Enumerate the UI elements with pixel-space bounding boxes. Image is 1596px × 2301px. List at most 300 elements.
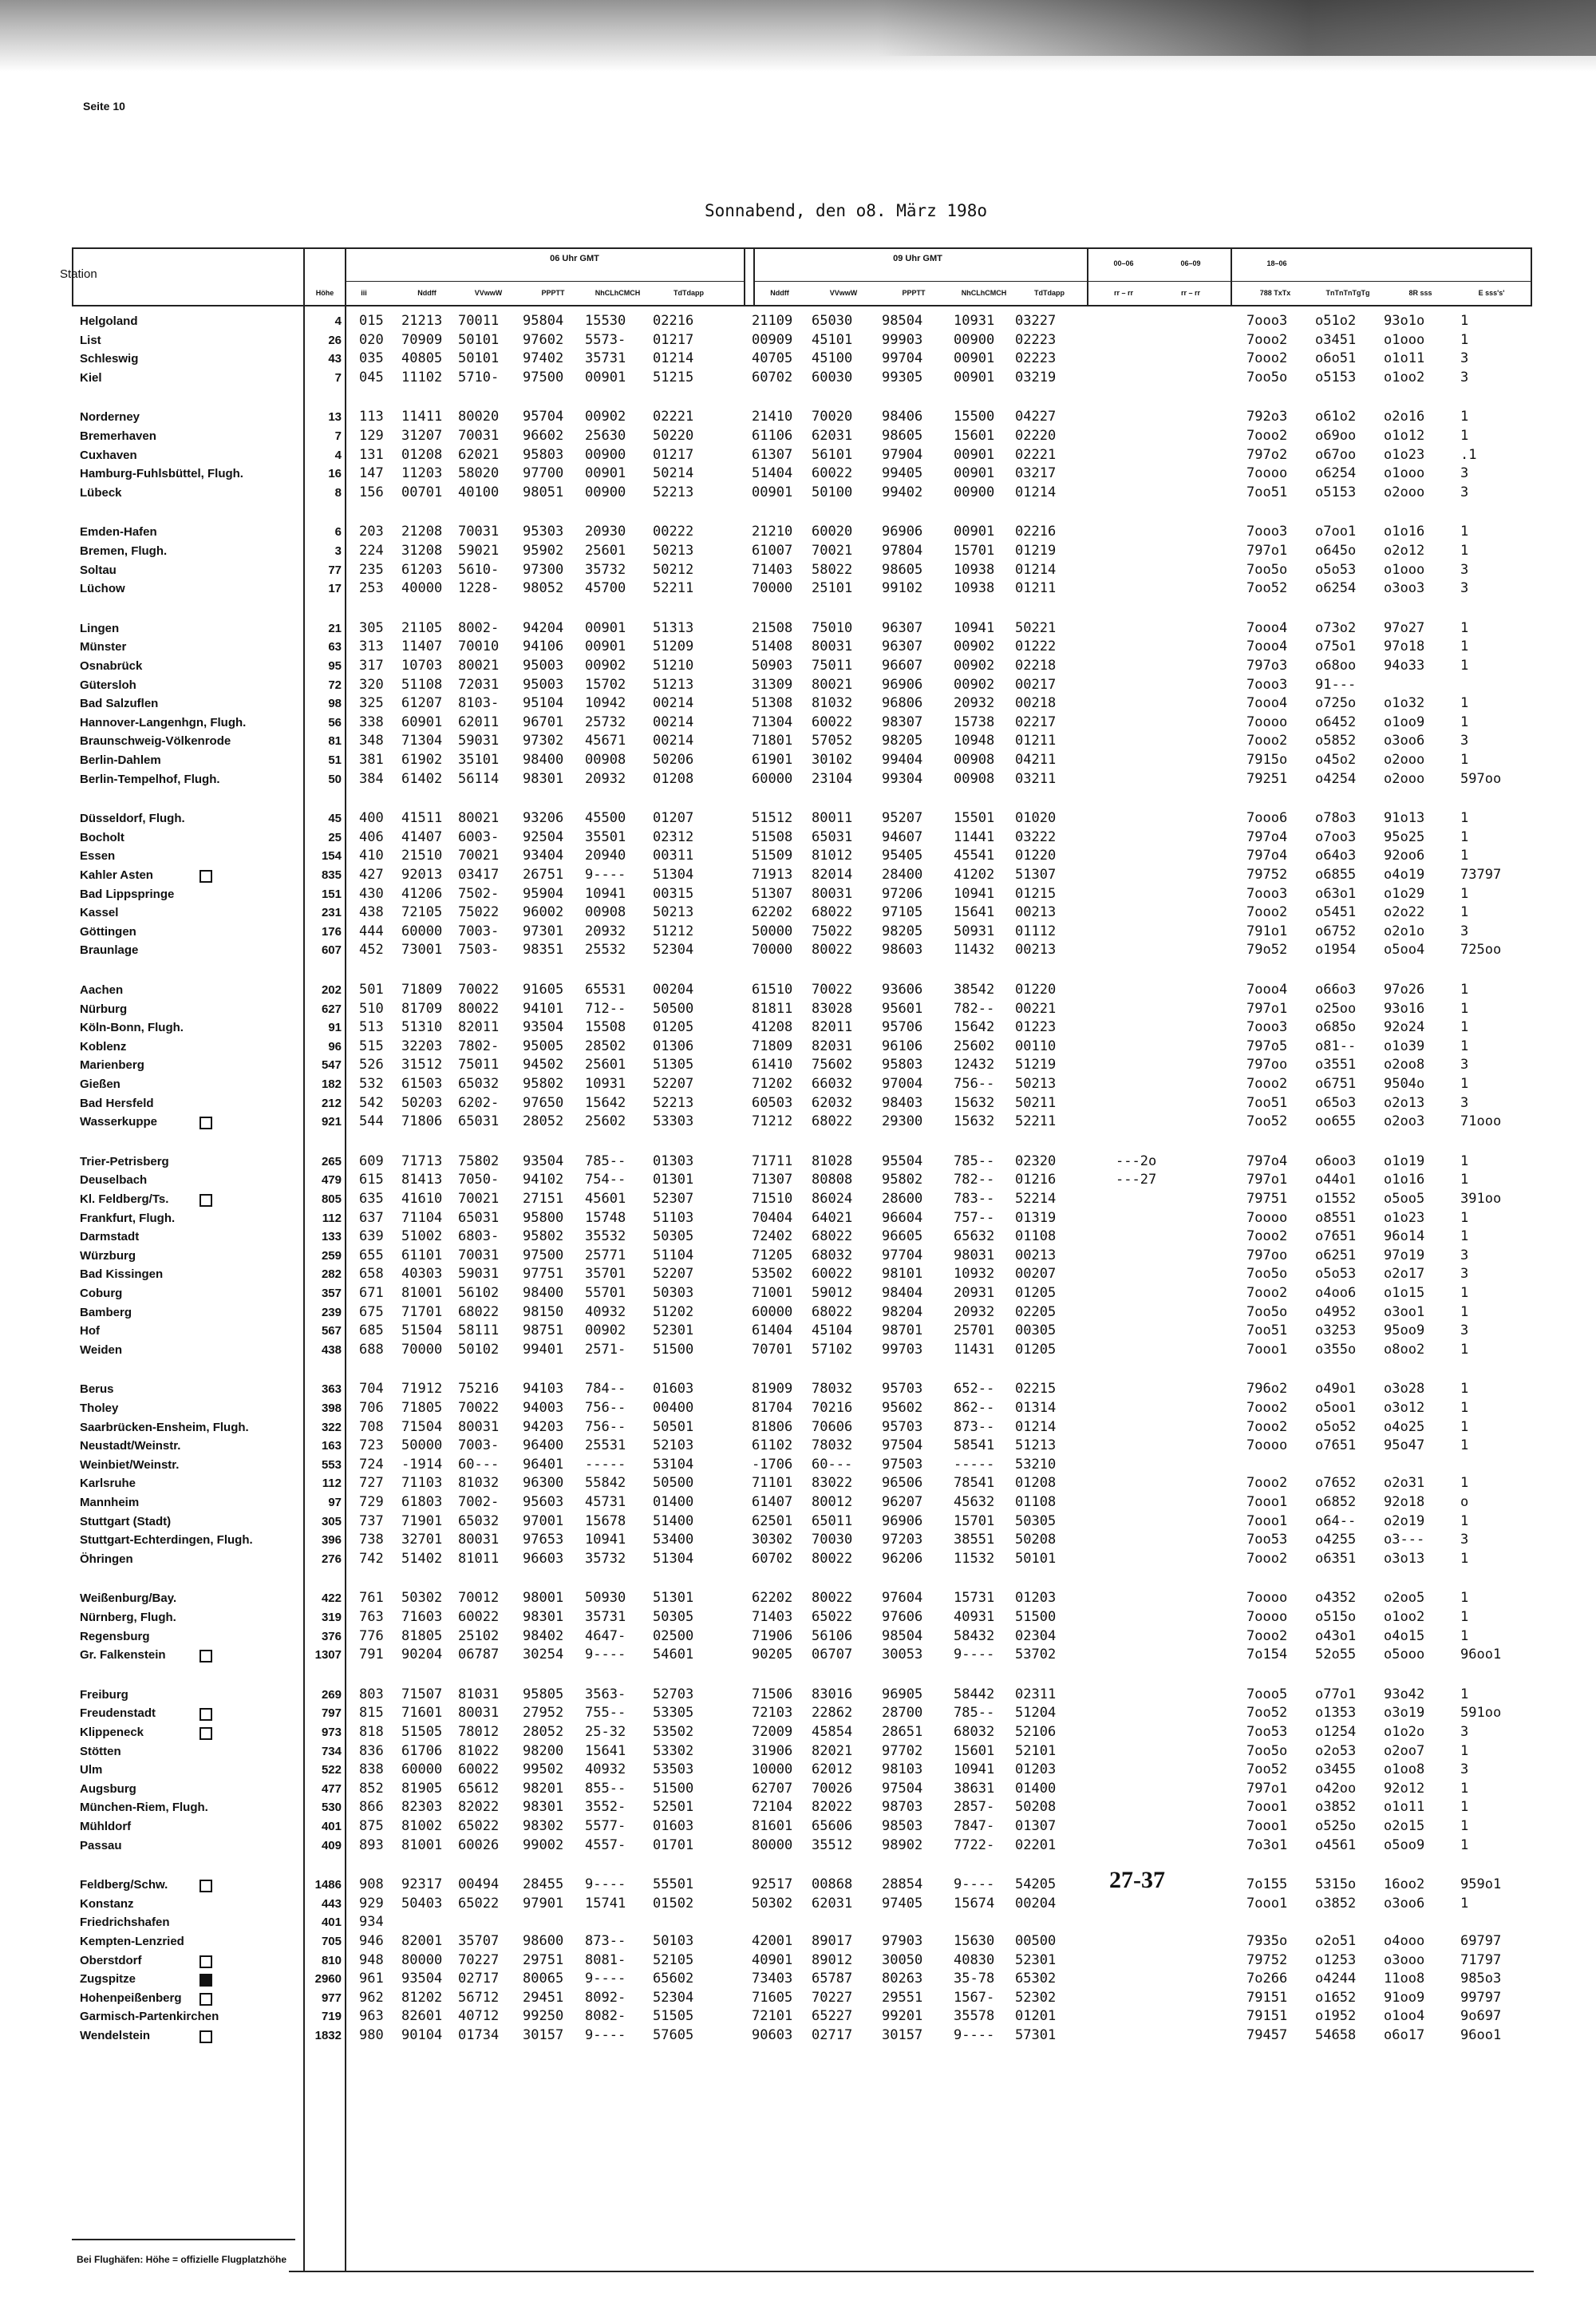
obs-09-group: 29551 (882, 1990, 923, 2006)
obs-09-group: 53210 (1015, 1457, 1057, 1473)
extra-group: oo655 (1315, 1113, 1357, 1129)
obs-06-group: 70909 (401, 332, 443, 348)
obs-06-group: 00902 (585, 1322, 626, 1338)
obs-06-group: 75216 (458, 1381, 500, 1397)
obs-06-group: 94203 (523, 1419, 564, 1435)
obs-06-group: 95800 (523, 1210, 564, 1226)
obs-06-group: 41206 (401, 886, 443, 902)
obs-06-group: 95005 (523, 1038, 564, 1054)
footnote-rule (72, 2239, 295, 2240)
station-elevation: 479 (321, 1173, 342, 1187)
hoehe-header: Höhe (315, 289, 334, 297)
obs-09-group: 97903 (882, 1933, 923, 1949)
obs-09-group: 01314 (1015, 1400, 1057, 1416)
extra-group: o5ooo (1384, 1647, 1425, 1662)
extra-group: o3oo1 (1384, 1304, 1425, 1320)
obs-06-group: 98751 (523, 1322, 564, 1338)
station-name: Garmisch-Partenkirchen (80, 2010, 219, 2023)
obs-09-group: 2857- (954, 1799, 995, 1815)
table-row (0, 695, 1596, 712)
obs-09-group: 03211 (1015, 771, 1057, 787)
obs-09-group: 98101 (882, 1266, 923, 1282)
station-id: 129 (359, 428, 384, 444)
extra-group: 797o1 (1246, 543, 1288, 559)
station-id: 946 (359, 1933, 384, 1949)
table-row (0, 1628, 1596, 1645)
extra-group: 71797 (1460, 1952, 1502, 1968)
obs-09-group: 52301 (1015, 1952, 1057, 1968)
obs-09-group: 99704 (882, 350, 923, 366)
table-row (0, 313, 1596, 330)
obs-09-group: 15701 (954, 543, 995, 559)
extra-group: 797o1 (1246, 1172, 1288, 1188)
obs-06-group: 97700 (523, 465, 564, 481)
extra-group: 7oo52 (1246, 1113, 1288, 1129)
obs-06-group: 97300 (523, 562, 564, 578)
extra-group: 1 (1460, 1475, 1469, 1491)
extra-group: o2ooo (1384, 752, 1425, 768)
obs-06-group: 00214 (653, 733, 694, 749)
obs-06-group: 25602 (585, 1113, 626, 1129)
obs-06-group: 32203 (401, 1038, 443, 1054)
extra-group: o4o19 (1384, 867, 1425, 883)
obs-09-group: 97704 (882, 1247, 923, 1263)
obs-06-group: 50220 (653, 428, 694, 444)
obs-09-group: 65030 (812, 313, 853, 329)
obs-06-group: 98052 (523, 580, 564, 596)
obs-06-group: 01603 (653, 1818, 694, 1834)
obs-06-group: 51301 (653, 1590, 694, 1606)
obs-09-group: 20931 (954, 1285, 995, 1301)
station-name: Frankfurt, Flugh. (80, 1212, 176, 1225)
obs-06-group: 75022 (458, 904, 500, 920)
c788-header: 788 TxTx (1259, 289, 1291, 297)
obs-06-group: 02500 (653, 1628, 694, 1644)
header-bottom-rule (72, 305, 1532, 306)
obs-09-group: 51213 (1015, 1437, 1057, 1453)
obs-06-group: 55842 (585, 1475, 626, 1491)
station-elevation: 376 (321, 1630, 342, 1643)
obs-09-group: 97606 (882, 1609, 923, 1625)
obs-06-group: 81002 (401, 1818, 443, 1834)
obs-06-group: 50305 (653, 1228, 694, 1244)
obs-06-group: 31512 (401, 1057, 443, 1073)
extra-group: 1 (1460, 428, 1469, 444)
extra-group: 1 (1460, 1304, 1469, 1320)
obs-06-group: 70031 (458, 428, 500, 444)
station-elevation: 6 (334, 525, 342, 539)
extra-group: 1 (1460, 1686, 1469, 1702)
obs-06-group: 873-- (585, 1933, 626, 1949)
obs-06-group: 65032 (458, 1513, 500, 1529)
obs-09-group: 98307 (882, 714, 923, 730)
obs-09-group: 70606 (812, 1419, 853, 1435)
obs-09-group: 82011 (812, 1019, 853, 1035)
obs-09-group: 97904 (882, 447, 923, 463)
obs-06-group: 51500 (653, 1342, 694, 1358)
obs-09-group: 95602 (882, 1400, 923, 1416)
station-name: Gießen (80, 1077, 120, 1091)
obs-09-group: 50305 (1015, 1513, 1057, 1529)
obs-06-group: 52207 (653, 1266, 694, 1282)
obs-06-group: 00902 (585, 409, 626, 425)
table-row (0, 484, 1596, 501)
obs-06-group: 25-32 (585, 1724, 626, 1740)
obs-06-group: 70010 (458, 639, 500, 654)
extra-group: 7ooo3 (1246, 313, 1288, 329)
extra-group: o3oo6 (1384, 733, 1425, 749)
obs-09-group: 45100 (812, 350, 853, 366)
obs-09-group: 15731 (954, 1590, 995, 1606)
extra-group: 7ooo4 (1246, 620, 1288, 636)
obs-09-group: 51508 (752, 829, 793, 845)
obs-06-group: 7002- (458, 1494, 500, 1510)
extra-group: 1 (1460, 543, 1469, 559)
obs-06-group: 15741 (585, 1896, 626, 1912)
obs-06-group: 45601 (585, 1191, 626, 1207)
obs-06-group: 15702 (585, 677, 626, 693)
table-row (0, 428, 1596, 445)
table-row (0, 1001, 1596, 1018)
obs-09-group: 15601 (954, 1743, 995, 1759)
obs-06-group: 81001 (401, 1837, 443, 1853)
obs-09-group: 64021 (812, 1210, 853, 1226)
extra-group: o3253 (1315, 1322, 1357, 1338)
obs-06-group: 97302 (523, 733, 564, 749)
extra-group: 1 (1460, 1437, 1469, 1453)
extra-group: 1 (1460, 810, 1469, 826)
obs-06-group: 855-- (585, 1781, 626, 1797)
extra-group: 1 (1460, 1590, 1469, 1606)
table-row (0, 1494, 1596, 1511)
extra-group: o1o32 (1384, 695, 1425, 711)
station-id: 729 (359, 1494, 384, 1510)
obs-09-group: 25101 (812, 580, 853, 596)
obs-06-group: 59031 (458, 733, 500, 749)
extra-group: 7ooo4 (1246, 982, 1288, 998)
obs-09-group: 97004 (882, 1076, 923, 1092)
extra-group: o2o53 (1315, 1743, 1357, 1759)
vvwww-header-06: VVwwW (474, 289, 503, 297)
obs-09-group: 81032 (812, 695, 853, 711)
obs-09-group: 04227 (1015, 409, 1057, 425)
obs-06-group: 40805 (401, 350, 443, 366)
obs-06-group: 26751 (523, 867, 564, 883)
obs-06-group: 45500 (585, 810, 626, 826)
obs-06-group: 71304 (401, 733, 443, 749)
obs-09-group: 81601 (752, 1818, 793, 1834)
extra-group: o525o (1315, 1818, 1357, 1834)
obs-06-group: 01306 (653, 1038, 694, 1054)
obs-09-group: 80022 (812, 942, 853, 958)
table-row (0, 1153, 1596, 1170)
obs-09-group: 06707 (812, 1647, 853, 1662)
station-name: Braunschweig-Völkenrode (80, 734, 231, 748)
station-id: 866 (359, 1799, 384, 1815)
obs-06-group: 11203 (401, 465, 443, 481)
obs-09-group: 41202 (954, 867, 995, 883)
mountain-station-box-icon (200, 1708, 212, 1721)
obs-06-group: 71103 (401, 1475, 443, 1491)
obs-06-group: 98402 (523, 1628, 564, 1644)
obs-09-group: 30302 (752, 1532, 793, 1548)
obs-06-group: 00311 (653, 848, 694, 864)
extra-group: o5153 (1315, 484, 1357, 500)
extra-group: 1 (1460, 1076, 1469, 1092)
obs-06-group: 35707 (458, 1933, 500, 1949)
obs-09-group: 00110 (1015, 1038, 1057, 1054)
extra-group: 796o2 (1246, 1381, 1288, 1397)
obs-06-group: 50214 (653, 465, 694, 481)
obs-09-group: 40931 (954, 1609, 995, 1625)
obs-06-group: 02312 (653, 829, 694, 845)
obs-09-group: 80031 (812, 886, 853, 902)
extra-group: 391oo (1460, 1191, 1502, 1207)
table-row (0, 1743, 1596, 1760)
obs-09-group: 35512 (812, 1837, 853, 1853)
station-elevation: 4 (334, 449, 342, 462)
obs-09-group: 61102 (752, 1437, 793, 1453)
obs-06-group: 25771 (585, 1247, 626, 1263)
station-id: 513 (359, 1019, 384, 1035)
obs-09-group: 01220 (1015, 982, 1057, 998)
extra-group: 797oo (1246, 1057, 1288, 1073)
obs-09-group: 70227 (812, 1990, 853, 2006)
obs-06-group: 00315 (653, 886, 694, 902)
obs-09-group: 11532 (954, 1551, 995, 1567)
obs-09-group: ----- (954, 1457, 995, 1473)
obs-09-group: 15630 (954, 1933, 995, 1949)
station-id: 015 (359, 313, 384, 329)
extra-group: 92oo6 (1384, 848, 1425, 864)
obs-09-group: 782-- (954, 1001, 995, 1017)
obs-06-group: 52207 (653, 1076, 694, 1092)
station-id: 020 (359, 332, 384, 348)
obs-06-group: 60026 (458, 1837, 500, 1853)
extra-group: o2o22 (1384, 904, 1425, 920)
extra-group: o1o15 (1384, 1285, 1425, 1301)
obs-09-group: 02311 (1015, 1686, 1057, 1702)
station-id: 325 (359, 695, 384, 711)
obs-09-group: 71506 (752, 1686, 793, 1702)
obs-09-group: 61404 (752, 1322, 793, 1338)
obs-06-group: 52103 (653, 1437, 694, 1453)
obs-09-group: 03222 (1015, 829, 1057, 845)
extra-group: 1 (1460, 1896, 1469, 1912)
obs-06-group: 94103 (523, 1381, 564, 1397)
extra-group: o1253 (1315, 1952, 1357, 1968)
table-row (0, 1285, 1596, 1302)
obs-06-group: 51313 (653, 620, 694, 636)
extra-group: o65o3 (1315, 1095, 1357, 1111)
extra-group: o3o28 (1384, 1381, 1425, 1397)
table-row (0, 1400, 1596, 1417)
obs-06-group: 70022 (458, 1400, 500, 1416)
obs-09-group: 75022 (812, 923, 853, 939)
obs-06-group: 52213 (653, 1095, 694, 1111)
obs-09-group: 72009 (752, 1724, 793, 1740)
obs-06-group: 51202 (653, 1304, 694, 1320)
extra-group: 7ooo3 (1246, 677, 1288, 693)
obs-09-group: 01214 (1015, 484, 1057, 500)
obs-06-group: 82601 (401, 2008, 443, 2024)
station-name: Feldberg/Schw. (80, 1878, 168, 1892)
obs-09-group: 02223 (1015, 350, 1057, 366)
table-row (0, 465, 1596, 482)
extra-group: o3ooo (1384, 1952, 1425, 1968)
subhdr-rule-06 (346, 281, 744, 282)
station-name: Bocholt (80, 831, 124, 844)
extra-group: 797oo (1246, 1247, 1288, 1263)
obs-09-group: 68032 (954, 1724, 995, 1740)
mountain-station-box-icon (200, 1993, 212, 2006)
obs-09-group: 02221 (1015, 447, 1057, 463)
extra-group: 3 (1460, 733, 1469, 749)
obs-09-group: 03217 (1015, 465, 1057, 481)
extra-group: 9o697 (1460, 2008, 1502, 2024)
extra-group: o5o52 (1315, 1419, 1357, 1435)
station-elevation: 719 (321, 2010, 342, 2023)
obs-06-group: 51505 (653, 2008, 694, 2024)
table-row (0, 1247, 1596, 1264)
obs-09-group: 95803 (882, 1057, 923, 1073)
obs-09-group: 7847- (954, 1818, 995, 1834)
table-row (0, 620, 1596, 637)
station-elevation: 77 (328, 563, 342, 577)
station-id: 655 (359, 1247, 384, 1263)
obs-09-group: 71001 (752, 1285, 793, 1301)
extra-group: o1oo2 (1384, 370, 1425, 385)
obs-06-group: 40100 (458, 484, 500, 500)
station-id: 675 (359, 1304, 384, 1320)
station-name: Berlin-Dahlem (80, 753, 161, 767)
nhc-header-09: NhCLhCMCH (961, 289, 1007, 297)
obs-09-group: 01307 (1015, 1818, 1057, 1834)
station-elevation: 8 (334, 486, 342, 500)
obs-09-group: 71101 (752, 1475, 793, 1491)
obs-06-group: 97650 (523, 1095, 564, 1111)
obs-09-group: 52214 (1015, 1191, 1057, 1207)
obs-09-group: 21508 (752, 620, 793, 636)
obs-09-group: 60702 (752, 370, 793, 385)
obs-06-group: 97500 (523, 1247, 564, 1263)
extra-group: 1 (1460, 1818, 1469, 1834)
obs-09-group: 99201 (882, 2008, 923, 2024)
extra-group: 1 (1460, 829, 1469, 845)
obs-09-group: 785-- (954, 1705, 995, 1721)
extra-group: o42oo (1315, 1781, 1357, 1797)
obs-06-group: 65022 (458, 1896, 500, 1912)
extra-group: o4o15 (1384, 1628, 1425, 1644)
obs-09-group: 73403 (752, 1971, 793, 1987)
obs-06-group: 57605 (653, 2027, 694, 2043)
station-name: Darmstadt (80, 1230, 140, 1243)
obs-06-group: 00908 (585, 904, 626, 920)
station-elevation: 1307 (314, 1648, 342, 1662)
table-row (0, 1781, 1596, 1797)
extra-group: o2oo7 (1384, 1743, 1425, 1759)
obs-06-group: 45671 (585, 733, 626, 749)
obs-09-group: 99703 (882, 1342, 923, 1358)
obs-09-group: 38551 (954, 1532, 995, 1548)
obs-09-group: 00868 (812, 1876, 853, 1892)
extra-group: 79151 (1246, 1990, 1288, 2006)
obs-06-group: 06787 (458, 1647, 500, 1662)
obs-09-group: 30157 (882, 2027, 923, 2043)
station-name: Mannheim (80, 1496, 140, 1509)
station-name: Aachen (80, 983, 124, 997)
obs-09-group: 99102 (882, 580, 923, 596)
extra-group: 7oo52 (1246, 1761, 1288, 1777)
station-id: 724 (359, 1457, 384, 1473)
obs-06-group: 58020 (458, 465, 500, 481)
obs-06-group: 90204 (401, 1647, 443, 1662)
obs-06-group: 50303 (653, 1285, 694, 1301)
obs-06-group: 15641 (585, 1743, 626, 1759)
obs-06-group: 96603 (523, 1551, 564, 1567)
subhdr-rule-rr (1088, 281, 1532, 282)
obs-09-group: 862-- (954, 1400, 995, 1416)
table-row (0, 370, 1596, 386)
extra-group: o5oo9 (1384, 1837, 1425, 1853)
extra-group: 7o154 (1246, 1647, 1288, 1662)
r0006-header: 00–06 (1113, 259, 1134, 267)
obs-06-group: 52307 (653, 1191, 694, 1207)
station-id: 776 (359, 1628, 384, 1644)
obs-06-group: 53302 (653, 1743, 694, 1759)
station-elevation: 91 (328, 1021, 342, 1034)
obs-09-group: 78541 (954, 1475, 995, 1491)
obs-09-group: 783-- (954, 1191, 995, 1207)
obs-09-group: 66032 (812, 1076, 853, 1092)
col-rule-rr (1087, 247, 1088, 306)
extra-group: 7oo53 (1246, 1532, 1288, 1548)
table-row (0, 1896, 1596, 1912)
station-elevation: 26 (328, 334, 342, 347)
obs-06-group: 65031 (458, 1210, 500, 1226)
obs-09-group: 58442 (954, 1686, 995, 1702)
extra-group: 79251 (1246, 771, 1288, 787)
obs-06-group: 712-- (585, 1001, 626, 1017)
obs-09-group: 01020 (1015, 810, 1057, 826)
obs-09-group: 00213 (1015, 1247, 1057, 1263)
obs-09-group: 00221 (1015, 1001, 1057, 1017)
obs-06-group: 7050- (458, 1172, 500, 1188)
station-name: Konstanz (80, 1897, 134, 1911)
obs-06-group: 99002 (523, 1837, 564, 1853)
obs-09-group: 65227 (812, 2008, 853, 2024)
extra-group: o1oo2 (1384, 1609, 1425, 1625)
obs-06-group: 51209 (653, 639, 694, 654)
extra-group: o2o13 (1384, 1095, 1425, 1111)
obs-06-group: 97602 (523, 332, 564, 348)
station-id: 338 (359, 714, 384, 730)
extra-group: o3o19 (1384, 1705, 1425, 1721)
obs-09-group: 98504 (882, 313, 923, 329)
obs-09-group: 96207 (882, 1494, 923, 1510)
obs-09-group: 60020 (812, 524, 853, 540)
obs-09-group: 51307 (1015, 867, 1057, 883)
obs-09-group: 51204 (1015, 1705, 1057, 1721)
table-row (0, 1705, 1596, 1722)
station-elevation: 282 (321, 1267, 342, 1281)
obs-06-group: 28052 (523, 1724, 564, 1740)
table-row (0, 1686, 1596, 1703)
extra-group: o515o (1315, 1609, 1357, 1625)
extra-group: o2o51 (1315, 1933, 1357, 1949)
extra-group: 79752 (1246, 867, 1288, 883)
obs-06-group: 95104 (523, 695, 564, 711)
